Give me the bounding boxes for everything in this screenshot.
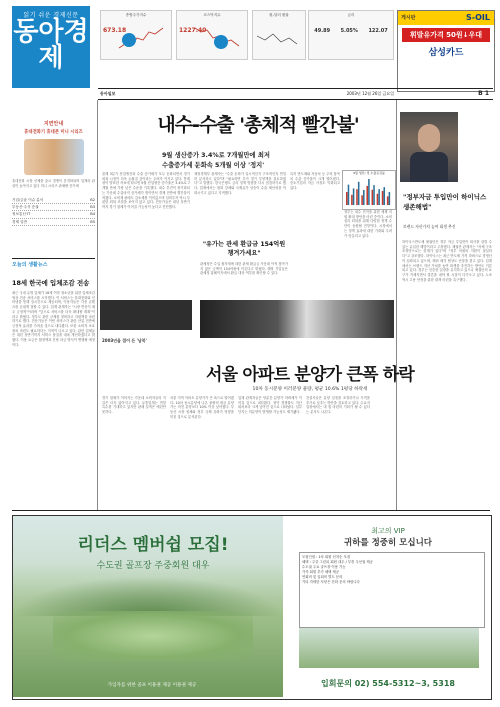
chart-bar <box>363 190 365 205</box>
chart-bar <box>387 196 389 205</box>
page-guide-label: 지면안내 <box>43 121 64 127</box>
ad-right-head: 최고의 VIP <box>371 527 405 535</box>
stat-rates: 금리 49.89 5.05% 122.07 <box>308 10 394 60</box>
column-divider-right <box>396 100 397 510</box>
stat-kospi: 종합주가지수 673.18 <box>100 10 172 60</box>
main-story-col2: 재정경제부 관계자는 "수출 둔화가 일시적인지 구조적인지 면밀히 분석하고 있다"며 "필요하면 추가 경기 부양책을 검토하겠다"고 말했다. 한국은행도 금리 정책 방향을 다시 점검하기로 했다. 업계에서는 원화 강세와 국제유가 상승이 수출 채산성을 악화시키고 있다고 지적했다. <box>194 172 286 195</box>
phones-image <box>24 139 84 175</box>
kospi-sparkline <box>101 18 171 54</box>
chart-bar <box>382 191 384 205</box>
main-headline: 내수-수출 '총체적 빨간불' <box>157 114 359 136</box>
life-news-label: 오늘의 생활뉴스 <box>12 262 48 268</box>
golf-course-image <box>13 516 283 697</box>
ad-resort-image <box>299 628 479 668</box>
rate-1: 49.89 <box>314 28 331 34</box>
main-chart <box>342 170 396 210</box>
main-story-col4: 정부는 내수 진작을 위한 세제 지원 확대 방안을 마련 중이다. 소비심리 회복을 위해 다양한 정책 수단이 동원될 전망이다. 시장에서는 정책 효과에 대한 기대와 우려가 엇갈리고 있다. <box>344 210 392 238</box>
photo-caption: 2003년을 접어 든 '남북' <box>102 338 147 343</box>
ad-right-head2: 귀하를 정중히 모십니다 <box>343 538 433 548</box>
mid-headline: "유가는 관세 환급금 154억원 챙겨가세요" <box>202 241 286 257</box>
ad-subtitle: 수도권 골프장 주중회원 대우 <box>96 561 210 571</box>
index-item[interactable]: 기업/금융 이슈 분석 B2 <box>12 197 95 204</box>
paper-name: 동아일보 <box>100 91 116 96</box>
chart-bar <box>348 185 350 205</box>
top-ad-line2: 삼성카드 <box>428 48 464 58</box>
ad-details: 모집인원 : 1차 회원 선착순 모집 혜택 : 주중 그린피 회원 대우 / 부킹 우선권 제공 수도권 주요 골프장 이용 가능 가족 회원 추가 혜택 제공 연회비 및 입회비 별도 문의 기타 자세한 사항은 전화 문의 바랍니다 <box>299 552 485 628</box>
ad-right-panel <box>285 516 491 697</box>
second-col4 <box>374 396 392 506</box>
second-col1: 서울 지역 아파트 분양가가 큰 폭으로 떨어졌다. 10차 동시분양에 나온 물량의 평균 분양가는 직전 분양보다 10% 이상 낮아졌다. 부동산 시장 침체와 정부 규제 강화가 영향을 미친 것으로 분석된다. <box>170 396 234 419</box>
kosdaq-value: 1227.40 <box>179 27 207 34</box>
chart-bar <box>378 189 380 205</box>
chart-bar <box>353 188 355 205</box>
date-bar <box>98 88 493 100</box>
masthead-logo <box>12 6 90 88</box>
chart-bar <box>351 195 353 205</box>
chart-bar <box>383 187 385 205</box>
top-ad-line1: 휘발유가격 50원↓우대 <box>402 28 490 42</box>
ad-caption: 가입자를 위한 골프 이용권 제공 이용권 제공 <box>107 683 197 688</box>
chart-bar <box>356 189 358 205</box>
chart-bar <box>366 186 368 205</box>
column-divider-left <box>97 100 98 510</box>
index-item[interactable]: 경제 일반 B5 <box>12 219 95 226</box>
kosdaq-sparkline <box>177 18 247 54</box>
left-column: 지면안내 휴대전화기 휴대폰 미니 시리즈 휴대전화 시장 신제품 출시 경쟁이 본격화되며 업계의 관심이 높아지고 있다 미니 시리즈 판매량 증가세 기업/금융 이슈 분석 B2 부동산·주식 증권 B3 정보통신·IT B4 경제 일반 B5 <box>12 120 95 260</box>
fx-sparkline <box>253 18 305 54</box>
rate-2: 5.05% <box>340 28 358 34</box>
chart-bar <box>377 194 379 205</box>
rate-3: 122.07 <box>368 28 388 34</box>
main-subhead-2: 수출증가세 둔화속 5개월 이상 '정지' <box>162 162 265 169</box>
ad-separator <box>12 510 490 511</box>
chart-bar <box>361 195 363 205</box>
life-news-headline: 18세 한국에 입체조감 전송 <box>12 279 90 287</box>
index-item[interactable]: 정보통신·IT B4 <box>12 211 95 218</box>
right-column-text: 하이닉스반도체 채권단은 정부 자금 투입만이 회사를 살릴 수 있는 유일한 해법이라고 주장했다. 채권단 관계자는 "자체 구조조정만으로는 한계가 있다"며 "정부 차원의 지원이 절실하다"고 강조했다. 하이닉스는 최근 반도체 가격 하락으로 경영난이 심화되고 있으며, 해외 매각 협상도 난항을 겪고 있다. 업계에서는 브랜드 자산 가치를 높여 회생을 추진하는 방안도 거론되고 있다. 정부는 신중한 입장을 유지하고 있으나 채권단의 요구가 거세지면서 결론을 내야 할 시점이 다가오고 있다. 노조 역시 고용 안정을 위한 대책 마련을 촉구했다. <box>402 240 492 282</box>
stat-kosdaq: 코스닥지수 1227.40 <box>176 10 248 60</box>
feature-title: 휴대전화기 휴대폰 미니 시리즈 <box>24 130 83 135</box>
chart-bar <box>358 182 360 205</box>
bottom-ad[interactable] <box>12 515 492 700</box>
life-news-box: 오늘의 생활뉴스 18세 한국에 입체조감 전송 최근 국내 유명 업체가 18세 이하 청소년을 위한 입체조감 영상 전송 서비스를 시작했다. 이 서비스는 휴대전화와 인터넷을 통해 실시간으로 제공되며, 이용자들은 각종 콘텐츠를 손쉽게 접할 수 있다. 업계 관계자는 "시장 반응이 매우 긍정적"이라며 "앞으로 서비스를 더욱 확대할 계획"이라고 밝혔다. 정부도 관련 규제를 정비하고 지원책을 마련하기로 했다. 전문가들은 이번 서비스가 관련 산업 전반에 긍정적 효과를 가져올 것으로 내다봤다. 또한 소비자 보호 장치 마련도 필요하다는 지적이 나오고 있다. 관련 업체들은 내년 상반기까지 서비스 품질을 대폭 개선하겠다고 밝혔다. 이용 요금은 월정액과 건당 과금 방식이 병행될 예정이다. <box>12 258 95 481</box>
mid-story-text: 관세청은 수입 원자재에 대한 관세 환급금 가운데 아직 찾아가지 않은 금액이 154억원에 이른다고 밝혔다. 해당 기업들은 관세청 홈페이지에서 환급 대상 여부를 확인할 수 있다. <box>200 262 288 276</box>
index-item[interactable]: 부동산·주식 증권 B3 <box>12 204 95 211</box>
right-quote: "정부자금 투입만이 하이닉스 생존해법" <box>403 193 487 211</box>
chart-title: 9월 생산/ 및 수출증감률 <box>353 171 385 175</box>
main-story-col1: 올해 3분기 산업생산과 수출 증가세가 모두 둔화되면서 경기 회복 시점이 더욱 늦춰질 것이라는 우려가 커지고 있다. 통계청이 발표한 자료에 따르면 9월 산업생산 증가율은 3.4%로 7개월 만에 가장 낮은 수준을 기록했다. 내수 부진이 장기화되는 가운데 수출마저 증가세가 꺾이면서 경제 전반에 빨간불이 켜졌다. 소비재 판매도 감소세를 이어갔으며 설비투자 역시 뚜렷한 회복 조짐을 보이지 않고 있다. 전문가들은 내년 상반기까지 경기 침체가 이어질 가능성이 높다고 진단했다. <box>102 172 190 209</box>
chart-bar <box>368 179 370 205</box>
chart-bar <box>372 190 374 205</box>
photo-car <box>200 300 394 338</box>
main-story-col3: 특히 반도체와 자동차 등 주력 품목의 수출 증가율이 크게 떨어졌다. 중소기업의 자금 사정도 악화되고 있다. <box>290 172 340 191</box>
issue-date: 2003년 12월 26일 금요일 <box>346 91 395 96</box>
second-col3: 건설사들은 분양 일정을 조정하거나 가격을 추가로 낮추는 방안을 검토하고 있다. 수요자 입장에서는 내 집 마련의 기회가 될 수 있다는 분석도 나온다. <box>306 396 370 415</box>
chart-svg <box>343 175 395 207</box>
section-number: B 1 <box>478 90 489 97</box>
second-col2: 업계 관계자들은 당분간 분양가 하락세가 이어질 것으로 내다봤다. 청약 경쟁률도 지난 회차보다 크게 낮아진 것으로 나타났다. 일부 단지는 미분양이 발생할 가능성도 제기됐다. <box>238 396 302 415</box>
ad-title: 리더스 멤버쉽 모집! <box>77 535 229 555</box>
masthead-tagline: 읽기 쉬운 경제신문 <box>23 12 79 19</box>
right-sub: 브랜드 자산가치 높여 회생 추진 <box>403 224 456 229</box>
chart-bar <box>346 192 348 205</box>
top-ad[interactable] <box>397 10 495 92</box>
second-sub: 10차 동시분양 이러분양 물량, 평균 10.6% 1평당 하락세 <box>252 387 368 392</box>
kospi-value: 673.18 <box>103 27 127 34</box>
main-subhead-1: 9월 생산증가 3.4%로 7개월만에 최저 <box>162 152 270 159</box>
soil-brand: 게시판 S-OIL <box>398 11 494 25</box>
chart-bar <box>373 185 375 205</box>
second-headline: 서울 아파트 분양가 큰폭 하락 <box>206 365 414 385</box>
stat-fx: 원-달러 환율 <box>252 10 306 60</box>
photo-left <box>100 300 192 330</box>
chart-bar <box>389 192 391 205</box>
left-story-col: 경기 침체가 이어지는 가운데 소비자들의 지갑은 더욱 얇아지고 있다. 유통업계는 연말 특수를 기대하고 있지만 판매 실적은 예년만 못하다. <box>102 396 166 415</box>
masthead-title: 동아경제 <box>13 17 89 73</box>
portrait-photo <box>400 112 458 182</box>
ad-phone[interactable]: 입회문의 02) 554-5312~3, 5318 <box>321 679 455 688</box>
